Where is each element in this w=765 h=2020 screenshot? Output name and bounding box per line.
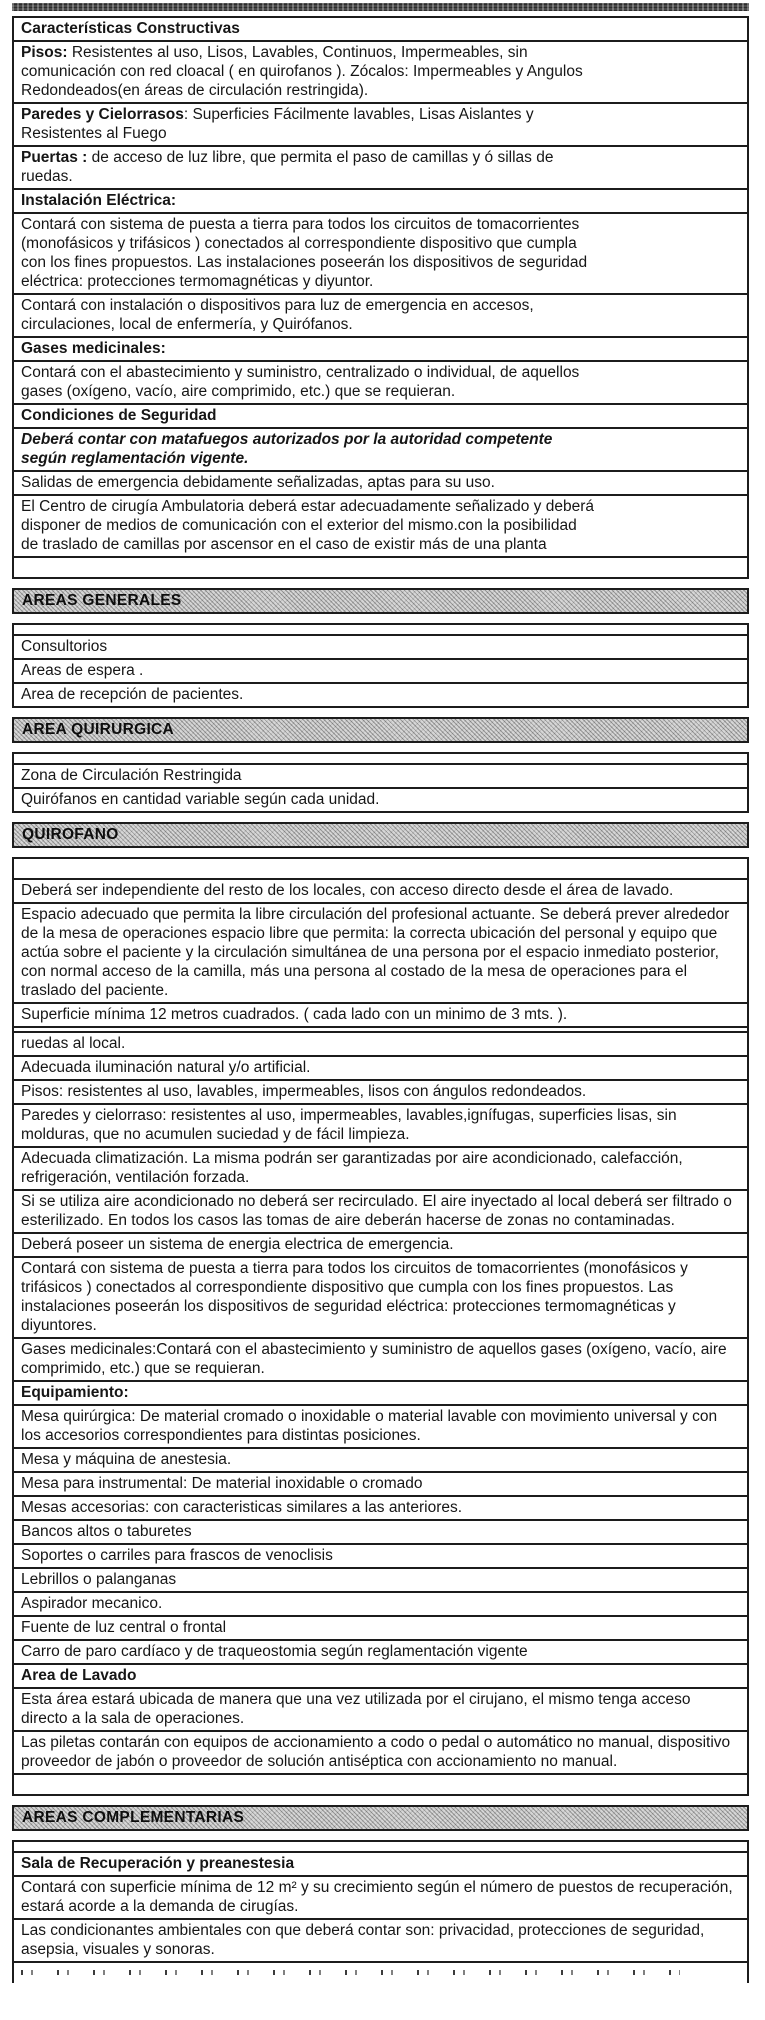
table-row [14, 1081, 747, 1105]
table-row [14, 880, 747, 904]
table-row [14, 1545, 747, 1569]
table-row [14, 636, 747, 660]
row-text: Instalación Eléctrica: [21, 192, 177, 209]
row-text: Esta área estará ubicada de manera que una vez utilizada por el cirujano, el mismo tenga acceso directo a la sala de operaciones. [21, 1691, 691, 1727]
row-text: Mesa quirúrgica: De material cromado o inoxidable o material lavable con movimiento universal y con los accesorios correspondientes para distintas posiciones. [21, 1408, 718, 1444]
row-text: Equipamiento: [21, 1384, 129, 1401]
section-bar-quirofano [12, 822, 749, 848]
table-row [14, 1449, 747, 1473]
row-text: Contará con el abastecimiento y suministro, centralizado o individual, de aquellos gases (oxígeno, vacío, aire comprimido, etc.) que se requieran. [21, 364, 580, 400]
table-row [14, 18, 747, 42]
table-row [14, 362, 747, 405]
spacer-row [14, 859, 747, 880]
row-text: Lebrillos o palanganas [21, 1571, 177, 1588]
table-row [14, 1105, 747, 1148]
row-text: Las condicionantes ambientales con que deberá contar son: privacidad, protecciones de seguridad, asepsia, visuales y sonoras. [21, 1922, 705, 1958]
row-text: Area de recepción de pacientes. [21, 686, 244, 703]
table-row [14, 1641, 747, 1665]
row-text: Mesa y máquina de anestesia. [21, 1451, 232, 1468]
table-row [14, 789, 747, 813]
section-bar-area-quirurgica [12, 717, 749, 743]
requirements-table-6 [12, 857, 749, 1796]
table-row [14, 1234, 747, 1258]
table-row [14, 1732, 747, 1775]
table-row [14, 1382, 747, 1406]
row-text: Fuente de luz central o frontal [21, 1619, 227, 1636]
table-row [14, 214, 747, 295]
row-text: Sala de Recuperación y preanestesia [21, 1855, 295, 1872]
table-row [14, 472, 747, 496]
table-row [14, 1853, 747, 1877]
truncated-row [14, 1970, 747, 1983]
table-row [14, 1877, 747, 1920]
row-text: Contará con sistema de puesta a tierra para todos los circuitos de tomacorrientes (monofásicos y trifásicos ) conectados al correspondiente dispositivo que cumpla con los fines propuestos. Las instalaciones poseerán los dispositivos de seguridad eléctrica: protecciones termomagnéticas y diyuntor. [21, 216, 588, 290]
row-text: Consultorios [21, 638, 108, 655]
row-text: Deberá ser independiente del resto de los locales, con acceso directo desde el área de lavado. [21, 882, 674, 899]
cutoff-text-fragment [21, 1970, 680, 1975]
cutoff-top-band [12, 3, 749, 11]
spacer-row [14, 558, 747, 579]
row-text: Las piletas contarán con equipos de accionamiento a codo o pedal o automático no manual, dispositivo proveedor de jabón o proveedor de solución antiséptica con accionamiento no manual. [21, 1734, 731, 1770]
row-text: Gases medicinales: [21, 340, 166, 357]
row-text: Soportes o carriles para frascos de venoclisis [21, 1547, 333, 1564]
row-text: : Superficies Fácilmente lavables, Lisas Aislantes y Resistentes al Fuego [21, 106, 534, 142]
table-row [14, 429, 747, 472]
requirements-table-8 [12, 1840, 749, 1983]
spacer-row [14, 1775, 747, 1796]
table-row [14, 147, 747, 190]
spacer-row [14, 754, 747, 765]
row-text: Areas de espera . [21, 662, 144, 679]
table-row [14, 1689, 747, 1732]
row-text: Adecuada climatización. La misma podrán ser garantizadas por aire acondicionado, calefacción, refrigeración, ventilación forzada. [21, 1150, 683, 1186]
row-text: Aspirador mecanico. [21, 1595, 163, 1612]
row-text: Superficie mínima 12 metros cuadrados. ( cada lado con un minimo de 3 mts. ). [21, 1006, 568, 1023]
requirements-table-2 [12, 623, 749, 708]
table-row [14, 1148, 747, 1191]
section-bar-label: AREAS GENERALES [22, 592, 182, 609]
table-row [14, 496, 747, 558]
table-row [14, 405, 747, 429]
row-text: Condiciones de Seguridad [21, 407, 217, 424]
table-row [14, 1406, 747, 1449]
row-lead-label: Puertas : [21, 149, 88, 166]
section-bar-areas-complementarias [12, 1805, 749, 1831]
row-text: ruedas al local. [21, 1035, 126, 1052]
spacer-row [14, 625, 747, 636]
row-text: Bancos altos o taburetes [21, 1523, 192, 1540]
section-bar-label: QUIROFANO [22, 826, 119, 843]
row-text: Gases medicinales:Contará con el abastecimiento y suministro de aquellos gases (oxígeno, vacío, aire comprimido, etc.) que se requieran. [21, 1341, 727, 1377]
table-row [14, 104, 747, 147]
row-text: Contará con sistema de puesta a tierra para todos los circuitos de tomacorrientes (monofásicos y trifásicos ) conectados al correspondiente dispositivo que cumpla con los fines propuestos. Las instalaciones poseerán los dispositivos de seguridad eléctrica: protecciones termomagnéticas y diyuntores. [21, 1260, 688, 1334]
row-text: Pisos: resistentes al uso, lavables, impermeables, lisos con ángulos redondeados. [21, 1083, 587, 1100]
row-text: Carro de paro cardíaco y de traqueostomia según reglamentación vigente [21, 1643, 528, 1660]
row-lead-label: Paredes y Cielorrasos [21, 106, 184, 123]
section-bar-label: AREAS COMPLEMENTARIAS [22, 1809, 245, 1826]
document-sections [12, 16, 749, 1983]
row-text: Area de Lavado [21, 1667, 137, 1684]
table-row [14, 1920, 747, 1963]
row-text: Mesa para instrumental: De material inoxidable o cromado [21, 1475, 423, 1492]
table-row [14, 684, 747, 708]
spacer-row [14, 1842, 747, 1853]
table-row [14, 1057, 747, 1081]
table-row [14, 338, 747, 362]
row-text: Quirófanos en cantidad variable según cada unidad. [21, 791, 380, 808]
table-row [14, 295, 747, 338]
row-text: Deberá poseer un sistema de energia electrica de emergencia. [21, 1236, 454, 1253]
row-text: Paredes y cielorraso: resistentes al uso, impermeables, lavables,ignífugas, superficies lisas, sin molduras, que no acumulen suciedad y de fácil limpieza. [21, 1107, 677, 1143]
row-text: Si se utiliza aire acondicionado no deberá ser recirculado. El aire inyectado al local deberá ser filtrado o esterilizado. En todos los casos las tomas de aire deberán hacerse de zonas no contaminadas. [21, 1193, 732, 1229]
table-row [14, 1004, 747, 1028]
table-row [14, 1191, 747, 1234]
table-row [14, 1617, 747, 1641]
section-bar-label: AREA QUIRURGICA [22, 721, 175, 738]
row-text: Espacio adecuado que permita la libre circulación del profesional actuante. Se deberá prever alrededor de la mesa de operaciones espacio libre que permita: la correcta ubicación del personal y equipo que actúa sobre el paciente y la circulación simultánea de una persona por el espacio inmediato posterior, con normal acceso de la camilla, más una persona al costado de la mesa de operaciones para el traslado del paciente. [21, 906, 730, 999]
table-row [14, 1569, 747, 1593]
table-row [14, 42, 747, 104]
row-text: Resistentes al uso, Lisos, Lavables, Continuos, Impermeables, sin comunicación con red cloacal ( en quirofanos ). Zócalos: Impermeables y Angulos Redondeados(en áreas de circulación restringida). [21, 44, 583, 99]
row-text: Contará con superficie mínima de 12 m² y su crecimiento según el número de puestos de recuperación, estará acorde a la demanda de cirugías. [21, 1879, 733, 1915]
row-text: Mesas accesorias: con caracteristicas similares a las anteriores. [21, 1499, 463, 1516]
row-text: Adecuada iluminación natural y/o artificial. [21, 1059, 311, 1076]
table-row [14, 765, 747, 789]
table-row [14, 1473, 747, 1497]
row-text: Salidas de emergencia debidamente señalizadas, aptas para su uso. [21, 474, 495, 491]
row-text: El Centro de cirugía Ambulatoria deberá estar adecuadamente señalizado y deberá disponer de medios de comunicación con el exterior del mismo.con la posibilidad de traslado de camillas por ascensor en el caso de existir más de una planta [21, 498, 595, 553]
row-lead-label: Pisos: [21, 44, 68, 61]
table-row [14, 190, 747, 214]
row-text: Contará con instalación o dispositivos para luz de emergencia en accesos, circulaciones, local de enfermería, y Quirófanos. [21, 297, 534, 333]
row-text: Características Constructivas [21, 20, 240, 37]
row-text: Zona de Circulación Restringida [21, 767, 242, 784]
row-text: de acceso de luz libre, que permita el paso de camillas y ó sillas de ruedas. [21, 149, 554, 185]
table-row [14, 1593, 747, 1617]
table-row [14, 1497, 747, 1521]
table-row [14, 1339, 747, 1382]
requirements-table-4 [12, 752, 749, 813]
table-row [14, 904, 747, 1004]
table-row [14, 1258, 747, 1339]
table-row [14, 660, 747, 684]
table-row [14, 1031, 747, 1057]
row-text: Deberá contar con matafuegos autorizados por la autoridad competente según reglamentación vigente. [21, 431, 553, 467]
table-row [14, 1665, 747, 1689]
requirements-table-0 [12, 16, 749, 579]
section-bar-areas-generales [12, 588, 749, 614]
table-row [14, 1521, 747, 1545]
